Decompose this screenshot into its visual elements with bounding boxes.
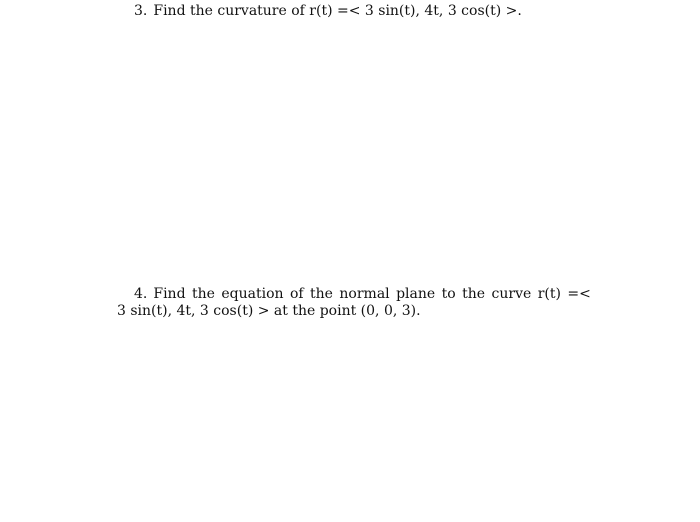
problem-4-text-line-2: 3 sin(t), 4t, 3 cos(t) > at the point (0, 0, 3). bbox=[117, 303, 421, 319]
problem-4-text-line-1: Find the equation of the normal plane to the curve r(t) =< bbox=[153, 286, 591, 302]
problem-3-number: 3. bbox=[134, 3, 148, 19]
problem-4-line-2 bbox=[117, 302, 421, 321]
problem-4-number: 4. bbox=[134, 286, 148, 302]
problem-3 bbox=[134, 2, 522, 21]
problem-3-text: Find the curvature of r(t) =< 3 sin(t), 4t, 3 cos(t) >. bbox=[153, 3, 522, 19]
